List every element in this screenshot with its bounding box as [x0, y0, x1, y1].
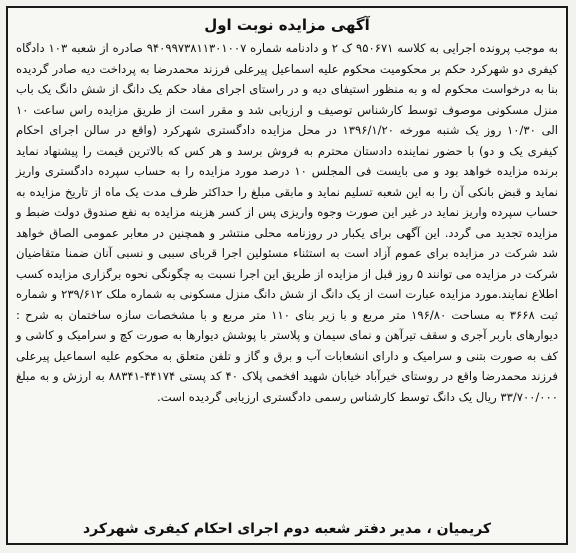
notice-title: آگهی مزایده نوبت اول: [204, 16, 370, 34]
notice-signature: کریمیان ، مدیر دفتر شعبه دوم اجرای احکام کیفری شهرکرد: [82, 521, 492, 537]
notice-body: به موجب پرونده اجرایی به کلاسه ۹۵۰۶۷۱ ک ۲ و دادنامه شماره ۹۴۰۹۹۷۳۸۱۱۳۰۱۰۰۷ صادره از شعبه ۱۰۳ دادگاه کیفری دو شهرکرد حکم بر محکومیت محکوم علیه اسماعیل پیرعلی فرزند محمدرضا به پرداخت دیه صادر گردیده بنا به درخواست محکوم له و به منظور استیفای دیه و در راستای اجرای مفاد حکم یک دانگ از شش دانگ یک باب منزل مسکونی موصوف توسط کارشناس توصیف و ارزیابی شد و مقرر است از طریق مزایده راس ساعت ۱۰ الی ۱۰/۳۰ روز یک شنبه مورخه ۱۳۹۶/۱/۲۰ در محل مزایده دادگستری شهرکرد (واقع در سالن اجرای احکام کیفری یک و دو) با حضور نماینده دادستان محترم به فروش برسد و هر کس که بالاترین قیمت را پیشنهاد نماید برنده مزایده خواهد بود و می بایست فی المجلس ۱۰ درصد مورد مزایده را به حساب سپرده دادگستری واریز نماید و قبض بانکی آن را به این شعبه تسلیم نماید و مابقی مبلغ را حداکثر ظرف مدت یک ماه از تاریخ مزایده به حساب سپرده واریز نماید در غیر این صورت وجوه واریزی پس از کسر هزینه مزایده به نفع صندوق دولت ضبط و مزایده تجدید می گردد. این آگهی برای یکبار در روزنامه محلی منتشر و همچنین در معابر عمومی الصاق خواهد شد شرکت در مزایده برای عموم آزاد است به استثناء مسئولین اجرا قربای سببی و نسبی آنان ضمنا متقاضیان شرکت در مزایده می توانند ۵ روز قبل از مزایده از طریق این اجرا نسبت به چگونگی نحوه برگزاری مزایده کسب اطلاع نمایند.مورد مزایده عبارت است از یک دانگ از شش دانگ منزل مسکونی به شماره ملک ۲۳۹/۶۱۲ و شماره ثبت ۳۶۶۸ به مساحت ۱۹۶/۸۰ متر مربع و با زیر بنای ۱۱۰ متر مربع و با مشخصات سازه ساختمان به شرح : دیوارهای باربر آجری و سقف تیرآهن و نمای سیمان و پلاستر با پوشش دیوارها به صورت کچ و سرامیک و کاشی و کف به صورت بتنی و سرامیک و دارای انشعابات آب و برق و گاز و تلفن متعلق به محکوم علیه اسماعیل پیرعلی فرزند محمدرضا واقع در روستای خیرآباد خیابان شهید افخمی پلاک ۴۰ کد پستی ۴۴۱۷۴-۸۸۳۴۱ به ارزش و به مبلغ ۳۳/۷۰۰/۰۰۰ ریال یک دانگ توسط کارشناس رسمی دادگستری ارزیابی گردیده است.: [16, 41, 559, 404]
auction-notice: [6, 6, 568, 545]
